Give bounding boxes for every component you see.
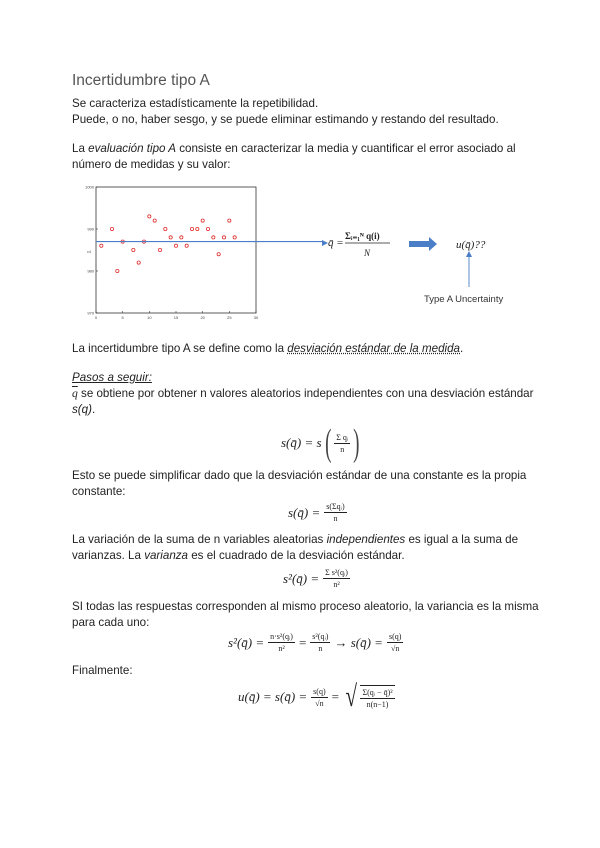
x-tick-label: 0 bbox=[94, 315, 98, 319]
data-point bbox=[148, 215, 151, 218]
eq4-lhs: s²(q̄) = bbox=[228, 634, 265, 650]
data-point bbox=[169, 236, 172, 239]
eq2-den: n bbox=[333, 514, 338, 523]
def-pre: La incertidumbre tipo A se define como la bbox=[72, 342, 288, 355]
mean-lhs: q̄ = bbox=[328, 237, 344, 249]
data-point bbox=[100, 244, 103, 247]
intro-line-2: Puede, o no, haber sesgo, y se puede eliminar estimando y restando del resultado. bbox=[72, 113, 499, 126]
var-em1: independientes bbox=[326, 533, 406, 546]
eval-pre: La bbox=[72, 142, 89, 155]
var-post1: es igual a la suma de bbox=[405, 533, 519, 546]
final-label: Finalmente: bbox=[72, 664, 133, 677]
final-fraction bbox=[311, 687, 327, 708]
eq2-fraction bbox=[324, 502, 346, 523]
definition-paragraph bbox=[72, 341, 463, 357]
simplify-line-1: Esto se puede simplificar dado que la desviación estándar de una constante es la propia bbox=[72, 469, 527, 482]
eq3-den: n² bbox=[333, 580, 340, 589]
equation-4 bbox=[228, 632, 403, 653]
eq1-lparen: ( bbox=[324, 422, 332, 464]
sq-dot: . bbox=[91, 403, 96, 416]
data-point bbox=[153, 219, 156, 222]
eq4-fraction-3 bbox=[387, 632, 403, 653]
eq3-fraction bbox=[323, 568, 350, 589]
final-root-num: Σ(qᵢ − q̄)² bbox=[362, 688, 393, 697]
eq1-den: n bbox=[340, 444, 345, 454]
mean-numerator: Σᵢ₌₁ᴺ q(i) bbox=[345, 231, 380, 241]
eq4-fraction-1 bbox=[268, 632, 295, 653]
y-axis-label: c4 bbox=[87, 249, 92, 254]
data-point bbox=[185, 244, 188, 247]
data-point bbox=[212, 236, 215, 239]
data-point bbox=[116, 269, 119, 272]
data-point bbox=[110, 227, 113, 230]
y-tick-label: 1000 bbox=[85, 184, 94, 190]
data-point bbox=[158, 248, 161, 251]
x-tick-label: 15 bbox=[173, 315, 179, 319]
steps-heading bbox=[72, 370, 152, 386]
measurement-figure bbox=[84, 183, 524, 319]
y-tick-label: 990 bbox=[87, 226, 94, 232]
data-point bbox=[222, 236, 225, 239]
equation-final bbox=[238, 682, 395, 712]
eq1-num: Σ qᵢ bbox=[336, 432, 349, 442]
variation-line-2 bbox=[72, 548, 405, 564]
data-point bbox=[233, 236, 236, 239]
var-l2-post: es el cuadrado de la desviación estándar. bbox=[188, 549, 405, 562]
data-point bbox=[132, 248, 135, 251]
simplify-line-2: constante: bbox=[72, 485, 126, 498]
eq3-num: Σ s²(qᵢ) bbox=[325, 568, 348, 577]
eq1-rparen: ) bbox=[353, 422, 360, 464]
data-point bbox=[201, 219, 204, 222]
y-tick-label: 980 bbox=[87, 268, 94, 274]
x-tick-label: 25 bbox=[227, 315, 232, 319]
uq-label: u(q̄)?? bbox=[456, 239, 486, 251]
eq4-fraction-2 bbox=[310, 632, 330, 653]
final-equals: = bbox=[331, 689, 339, 704]
eq4-f2-den: n bbox=[318, 644, 323, 653]
final-root-fraction bbox=[360, 685, 394, 709]
eval-line-2: número de medidas y su valor: bbox=[72, 158, 231, 171]
variation-line-1 bbox=[72, 532, 518, 548]
mean-denominator: N bbox=[364, 248, 371, 258]
var-l2-pre: varianzas. La bbox=[72, 549, 145, 562]
q-bar-symbol: $\overline{q}$ bbox=[72, 387, 78, 400]
result-arrow-icon bbox=[409, 237, 437, 251]
eq4-arrow: → s(q̄) = bbox=[334, 634, 383, 650]
def-link: desviación estándar de la medida bbox=[287, 342, 460, 355]
sqrt-icon: √ bbox=[345, 680, 357, 713]
eq4-equals: = bbox=[298, 634, 307, 650]
eq4-f3-num: s(q) bbox=[388, 632, 402, 641]
x-tick-label: 20 bbox=[200, 315, 205, 319]
same-line-2: para cada uno: bbox=[72, 616, 150, 629]
x-tick-label: 5 bbox=[121, 315, 124, 319]
equation-1 bbox=[281, 418, 363, 468]
sq-symbol: s(q) bbox=[72, 403, 92, 416]
equation-3 bbox=[283, 568, 350, 589]
data-point bbox=[180, 236, 183, 239]
x-tick-label: 30 bbox=[253, 315, 259, 319]
steps-line-1-text: se obtiene por obtener n valores aleatorios independientes con una desviación estándar bbox=[77, 387, 534, 400]
eq4-f2-num: s²(qᵢ) bbox=[312, 632, 329, 641]
plot-frame bbox=[96, 187, 256, 313]
final-f-num: s(q) bbox=[313, 686, 326, 696]
type-a-annotation: Type A Uncertainty bbox=[424, 294, 504, 305]
data-point bbox=[174, 244, 177, 247]
eq2-num: s(Σqᵢ) bbox=[326, 502, 345, 511]
eq4-f3-den: √n bbox=[390, 644, 400, 653]
steps-heading-text: Pasos a seguir: bbox=[72, 371, 152, 384]
eq1-fraction bbox=[334, 433, 350, 454]
eq3-lhs: s²(q̄) = bbox=[283, 570, 320, 586]
steps-line-2 bbox=[72, 402, 95, 418]
eq2-lhs: s(q̄) = bbox=[288, 504, 321, 520]
eval-paragraph bbox=[72, 141, 516, 157]
data-point bbox=[196, 227, 199, 230]
data-point bbox=[164, 227, 167, 230]
final-lhs: u(q̄) = s(q̄) = bbox=[238, 689, 308, 704]
data-point bbox=[137, 261, 140, 264]
page-title: Incertidumbre tipo A bbox=[72, 72, 210, 89]
eq4-f1-num: n·s²(qᵢ) bbox=[270, 632, 293, 641]
y-tick-label: 970 bbox=[87, 310, 94, 316]
final-root-den: n(n−1) bbox=[366, 700, 389, 709]
same-line-1: SI todas las respuestas corresponden al mismo proceso aleatorio, la variancia es la misma bbox=[72, 600, 539, 613]
annotation-arrowhead bbox=[466, 251, 472, 257]
data-point bbox=[206, 227, 209, 230]
data-point bbox=[217, 253, 220, 256]
x-tick-label: 10 bbox=[147, 315, 152, 319]
data-point bbox=[228, 219, 231, 222]
data-point bbox=[190, 227, 193, 230]
eval-em: evaluación tipo A bbox=[88, 142, 176, 155]
eval-post: consiste en caracterizar la media y cuantificar el error asociado al bbox=[176, 142, 516, 155]
eq1-lhs: s(q̄) = s bbox=[281, 435, 322, 450]
var-em2: varianza bbox=[144, 549, 189, 562]
equation-2 bbox=[288, 502, 347, 523]
def-post: . bbox=[460, 342, 464, 355]
final-f-den: √n bbox=[315, 698, 324, 708]
intro-line-1: Se caracteriza estadísticamente la repetibilidad. bbox=[72, 97, 319, 110]
steps-line-1 bbox=[72, 386, 534, 402]
eq4-f1-den: n² bbox=[278, 644, 285, 653]
var-pre: La variación de la suma de n variables aleatorias bbox=[72, 533, 327, 546]
